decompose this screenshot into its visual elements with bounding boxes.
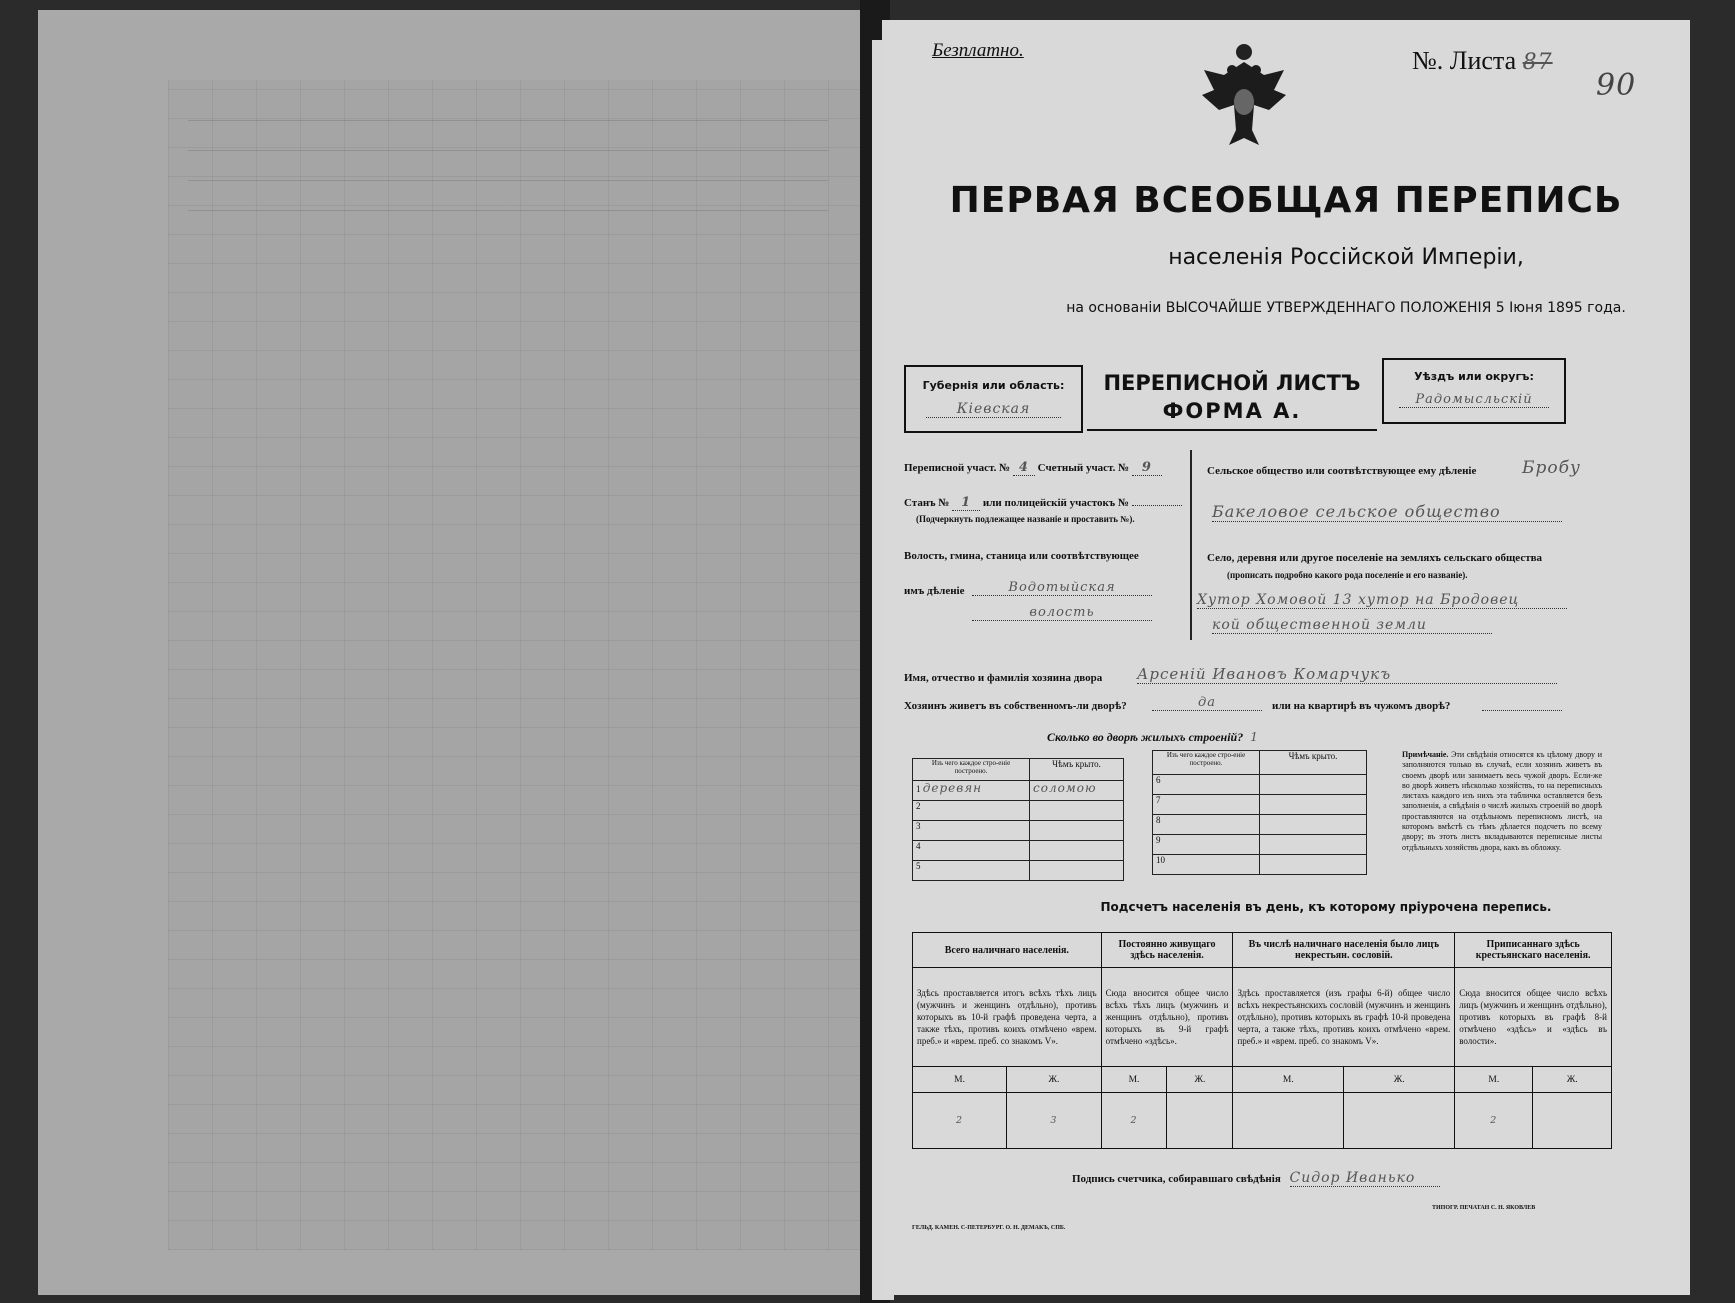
tally-desc-permanent: Сюда вносится общее число всѣхъ тѣхъ лицъ (мужчинъ и женщинъ отдѣльно), противъ которыхъ въ 9-й графѣ отмѣчено «здѣсь».: [1101, 968, 1233, 1067]
male-label: М.: [1101, 1067, 1167, 1093]
census-main-title: ПЕРВАЯ ВСЕОБЩАЯ ПЕРЕПИСЬ: [949, 180, 1623, 221]
buildings-row: [1047, 730, 1259, 745]
tally-head-non-peasant: Въ числѣ наличнаго населенія было лицъ некрестьян. сословій.: [1233, 933, 1455, 968]
left-page-ruled-grid: [168, 80, 868, 1250]
buildings-value: 1: [1250, 730, 1259, 744]
female-label: Ж.: [1533, 1067, 1612, 1093]
note-label: Примѣчаніе.: [1402, 750, 1449, 759]
volost-label: Волость, гмина, станица или соотвѣтствующее: [904, 550, 1139, 562]
table-row: [913, 801, 1124, 821]
col-roof-header-2: Чѣмъ крыто.: [1260, 751, 1367, 775]
owns-yard-value: да: [1152, 695, 1262, 711]
non-peasant-male-value: [1233, 1093, 1344, 1149]
tally-desc-peasant: Сюда вносится общее число всѣхъ лицъ (мужчинъ и женщинъ отдѣльно), противъ которыхъ въ графѣ 8-й отмѣчено «здѣсь» и «здѣсь въ волости».: [1455, 968, 1612, 1067]
village-value: Хутор Хомовой 13 хутор на Бродовец: [1197, 592, 1567, 609]
male-label: М.: [1455, 1067, 1533, 1093]
printer-left: ГЕЛЬД. КАМЕН. С-ПЕТЕРБУРГ. О. Н. ДЕМАКЪ, СПБ.: [912, 1225, 1066, 1231]
rent-yard-line: [1482, 710, 1562, 711]
column-divider: [1190, 450, 1192, 640]
buildings-table-right: [1152, 750, 1367, 875]
signature-row: [1072, 1170, 1440, 1187]
roof-value: соломою: [1033, 781, 1097, 795]
guberniya-value: Кіевская: [926, 401, 1061, 418]
row-number: 10: [1153, 855, 1260, 875]
tally-head-total: Всего наличнаго населенія.: [913, 933, 1102, 968]
rent-yard-label: или на квартирѣ въ чужомъ дворѣ?: [1272, 700, 1451, 712]
table-row: [913, 841, 1124, 861]
signature-value: Сидор Иванько: [1290, 1170, 1440, 1187]
sheet-number: [1412, 46, 1553, 76]
female-label: Ж.: [1344, 1067, 1455, 1093]
stan-label: Станъ №: [904, 497, 950, 509]
owns-yard-label: Хозяинъ живетъ въ собственномъ-ли дворѣ?: [904, 700, 1127, 712]
sheet-number-value: 87: [1522, 50, 1553, 75]
census-form-page: [882, 20, 1690, 1295]
tally-desc-non-peasant: Здѣсь проставляется (изъ графы 6-й) общее число всѣхъ некрестьянскихъ сословій (мужчинъ и женщинъ отдѣльно), противъ которыхъ въ графѣ 10-й проведена черта, а также тѣхъ, противъ коихъ отмѣчено «врем. преб.» и «врем. преб. со знакомъ V».: [1233, 968, 1455, 1067]
village-value-2: кой общественной земли: [1212, 617, 1492, 634]
table-row: [913, 821, 1124, 841]
non-peasant-female-value: [1344, 1093, 1455, 1149]
table-row: [913, 781, 1124, 801]
total-female-value: 3: [1007, 1093, 1101, 1149]
stan-value: 1: [952, 495, 980, 511]
col-roof-header: Чѣмъ крыто.: [1030, 759, 1124, 781]
male-label: М.: [1233, 1067, 1344, 1093]
society-value: Бробу: [1522, 458, 1581, 478]
uezd-label: Уѣздъ или округъ:: [1414, 370, 1534, 383]
permanent-male-value: 2: [1101, 1093, 1167, 1149]
tally-title: Подсчетъ населенія въ день, къ которому пріурочена перепись.: [1100, 900, 1552, 914]
uezd-box: [1382, 358, 1566, 424]
census-subtitle: населенія Россійской Имперіи,: [1168, 245, 1524, 270]
bleed-through-line: [188, 150, 828, 151]
census-district-row: [904, 460, 1162, 476]
volost-label-2: имъ дѣленіе: [904, 585, 965, 597]
female-label: Ж.: [1007, 1067, 1101, 1093]
census-district-label: Переписной участ. №: [904, 462, 1011, 474]
sheet-number-label: №. Листа: [1412, 46, 1517, 75]
population-tally-table: [912, 932, 1612, 1149]
table-row: [913, 861, 1124, 881]
village-label: Село, деревня или другое поселеніе на земляхъ сельскаго общества: [1207, 552, 1543, 564]
signature-label: Подпись счетчика, собиравшаго свѣдѣнія: [1072, 1173, 1281, 1185]
tally-head-peasant: Приписаннаго здѣсь крестьянскаго населенія.: [1455, 933, 1612, 968]
row-number: 4: [913, 841, 1030, 861]
census-basis: на основаніи ВЫСОЧАЙШЕ УТВЕРЖДЕННАГО ПОЛОЖЕНІЯ 5 Іюня 1895 года.: [1066, 300, 1626, 316]
uezd-value: Радомысльскій: [1399, 392, 1549, 408]
row-number: 8: [1153, 815, 1260, 835]
owner-label: Имя, отчество и фамилія хозяина двора: [904, 672, 1103, 684]
stan-row: [904, 495, 1182, 511]
tally-head-permanent: Постоянно живущаго здѣсь населенія.: [1101, 933, 1233, 968]
form-title: ПЕРЕПИСНОЙ ЛИСТЪ: [1103, 371, 1361, 395]
count-district-label: Счетный участ. №: [1037, 462, 1130, 474]
row-number: 1: [916, 784, 921, 794]
guberniya-label: Губернія или область:: [922, 379, 1065, 392]
row-number: 5: [913, 861, 1030, 881]
row-number: 9: [1153, 835, 1260, 855]
form-title-box: [1087, 365, 1377, 431]
bleed-through-line: [188, 180, 828, 181]
owner-value: Арсеній Ивановъ Комарчукъ: [1137, 665, 1557, 684]
col-material-header: Изъ чего каждое стро-еніе построено.: [913, 759, 1030, 781]
imperial-eagle-emblem: [1194, 40, 1294, 155]
tally-desc-total: Здѣсь проставляется итогъ всѣхъ тѣхъ лицъ (мужчинъ и женщинъ отдѣльно), противъ которыхъ въ 10-й графѣ проведена черта, а также тѣхъ, противъ коихъ отмѣчено «врем. преб.» и «врем. преб. со знакомъ V».: [913, 968, 1102, 1067]
row-number: 6: [1153, 775, 1260, 795]
printer-right: ТИПОГР. ПЕЧАТАН С. Н. ЯКОВЛЕВ: [1432, 1205, 1536, 1211]
table-row: [1153, 835, 1367, 855]
table-row: [1153, 815, 1367, 835]
col-material-header-2: Изъ чего каждое стро-еніе построено.: [1153, 751, 1260, 775]
guberniya-box: [904, 365, 1083, 433]
buildings-label: Сколько во дворѣ жилыхъ строеній?: [1047, 730, 1244, 744]
peasant-female-value: [1533, 1093, 1612, 1149]
volost-value-2: волость: [972, 605, 1152, 621]
table-row: [1153, 775, 1367, 795]
note-text: Эти свѣдѣнія относятся къ цѣлому двору и заполняются только въ случаѣ, если хозяинъ живетъ въ своемъ дворѣ или занимаетъ весь чужой дворъ. Если-же во дворѣ живетъ нѣсколько хозяйствъ, то на переписныхъ листахъ каждого изъ нихъ эта табличка оставляется безъ заполненія, а свѣдѣнія о числѣ жилыхъ строеній во дворѣ проставляются на отдѣльномъ переписномъ листѣ, на которомъ вмѣстѣ съ тѣмъ дѣлается подсчетъ по всему двору; въ этотъ листъ вкладываются переписные листы отдѣльныхъ хозяйствъ двора, какъ въ обложку.: [1402, 750, 1602, 852]
police-label: или полицейскій участокъ №: [982, 497, 1130, 509]
sheet-number-corrected: 90: [1596, 68, 1637, 103]
note-block: [1402, 750, 1602, 853]
total-male-value: 2: [913, 1093, 1007, 1149]
bleed-through-line: [188, 210, 828, 211]
left-page: [38, 10, 868, 1295]
female-label: Ж.: [1167, 1067, 1233, 1093]
table-row: [1153, 855, 1367, 875]
volost-value: Водотыйская: [972, 580, 1152, 596]
society-value-2: Бакеловое сельское общество: [1212, 502, 1562, 522]
table-row: [1153, 795, 1367, 815]
village-note: (прописать подробно какого рода поселеніе и его названіе).: [1227, 570, 1468, 580]
row-number: 7: [1153, 795, 1260, 815]
society-label: Сельское общество или соотвѣтствующее ему дѣленіе: [1207, 465, 1477, 477]
permanent-female-value: [1167, 1093, 1233, 1149]
count-district-value: 9: [1132, 460, 1162, 476]
stan-note: (Подчеркнуть подлежащее названіе и проставить №).: [916, 514, 1135, 524]
row-number: 2: [913, 801, 1030, 821]
male-label: М.: [913, 1067, 1007, 1093]
peasant-male-value: 2: [1455, 1093, 1533, 1149]
buildings-table-left: [912, 758, 1124, 881]
form-subtitle: ФОРМА А.: [1162, 399, 1302, 423]
free-label: Безплатно.: [932, 40, 1024, 61]
material-value: деревян: [922, 781, 983, 795]
bleed-through-line: [188, 120, 828, 121]
row-number: 3: [913, 821, 1030, 841]
census-district-value: 4: [1013, 460, 1035, 476]
